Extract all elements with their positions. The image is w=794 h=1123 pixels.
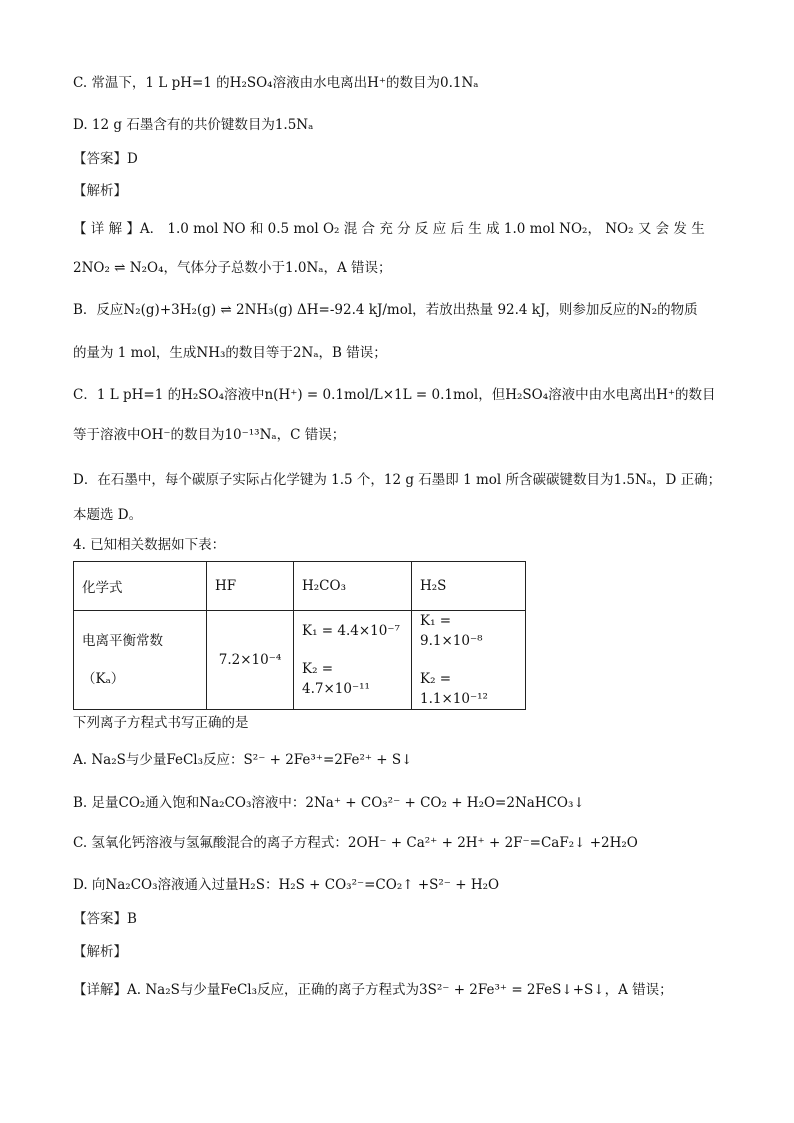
explanation-d-line: D．在石墨中，每个碳原子实际占化学键为 1.5 个，12 g 石墨即 1 mol 所含碳碳键数目为1.5Nₐ，D 正确；	[73, 472, 722, 488]
table-header-row	[74, 562, 526, 611]
question-4-option-d: D. 向Na₂CO₃溶液通入过量H₂S：H₂S + CO₃²⁻=CO₂↑ +S²⁻ + H₂O	[73, 877, 500, 893]
table-header-cell: 化学式	[74, 562, 207, 611]
answer-label-1: 【答案】D	[73, 151, 138, 167]
explanation-a-line2: 2NO₂ ⇌ N₂O₄，气体分子总数小于1.0Nₐ，A 错误；	[73, 260, 392, 276]
question-4-stem: 4. 已知相关数据如下表：	[73, 537, 226, 553]
h2co3-k1: K₁ = 4.4×10⁻⁷	[302, 623, 400, 639]
answer-label-2: 【答案】B	[73, 911, 137, 927]
explanation-b-line1: B．反应N₂(g)+3H₂(g) ⇌ 2NH₃(g) ΔH=-92.4 kJ/mol，若放出热量 92.4 kJ，则参加反应的N₂的物质	[73, 302, 698, 318]
question-4-option-a: A. Na₂S与少量FeCl₃反应：S²⁻ + 2Fe³⁺=2Fe²⁺ + S↓	[73, 752, 413, 768]
row-label-line1: 电离平衡常数	[82, 633, 163, 649]
explanation-b-line2: 的量为 1 mol，生成NH₃的数目等于2Nₐ，B 错误；	[73, 345, 387, 361]
explanation-c-line2: 等于溶液中OH⁻的数目为10⁻¹³Nₐ，C 错误；	[73, 427, 346, 443]
conclusion-text: 本题选 D。	[73, 507, 143, 523]
analysis-label-2: 【解析】	[73, 944, 127, 960]
row-label-cell	[74, 611, 207, 710]
hf-constant-cell: 7.2×10⁻⁴	[207, 611, 294, 710]
option-c-text: C. 常温下，1 L pH=1 的H₂SO₄溶液由水电离出H⁺的数目为0.1Nₐ	[73, 75, 479, 91]
question-4-option-b: B. 足量CO₂通入饱和Na₂CO₃溶液中：2Na⁺ + CO₃²⁻ + CO₂ + H₂O=2NaHCO₃↓	[73, 795, 585, 811]
h2co3-constants-cell	[294, 611, 412, 710]
explanation-a-line1: 【 详 解 】A． 1.0 mol NO 和 0.5 mol O₂ 混 合 充 分 反 应 后 生 成 1.0 mol NO₂， NO₂ 又 会 发 生	[73, 221, 705, 237]
explanation-c-line1: C．1 L pH=1 的H₂SO₄溶液中n(H⁺) = 0.1mol/L×1L = 0.1mol，但H₂SO₄溶液中由水电离出H⁺的数目	[73, 387, 716, 403]
question-4-prompt: 下列离子方程式书写正确的是	[73, 715, 249, 731]
question-4-option-c: C. 氢氧化钙溶液与氢氟酸混合的离子方程式：2OH⁻ + Ca²⁺ + 2H⁺ + 2F⁻=CaF₂↓ +2H₂O	[73, 835, 638, 851]
table-header-cell: H₂S	[412, 562, 526, 611]
ionization-constant-table	[73, 561, 526, 710]
h2co3-k2: K₂ = 4.7×10⁻¹¹	[302, 661, 370, 697]
table-row	[74, 611, 526, 710]
q4-explanation-a: 【详解】A. Na₂S与少量FeCl₃反应，正确的离子方程式为3S²⁻ + 2Fe³⁺ = 2FeS↓+S↓，A 错误；	[73, 982, 673, 998]
table-header-cell: HF	[207, 562, 294, 611]
h2s-k1: K₁ = 9.1×10⁻⁸	[420, 613, 483, 649]
h2s-k2: K₂ = 1.1×10⁻¹²	[420, 671, 488, 707]
row-label-line2: （Kₐ）	[82, 671, 125, 687]
table-header-cell: H₂CO₃	[294, 562, 412, 611]
option-d-text: D. 12 g 石墨含有的共价键数目为1.5Nₐ	[73, 117, 314, 133]
analysis-label-1: 【解析】	[73, 183, 127, 199]
h2s-constants-cell	[412, 611, 526, 710]
